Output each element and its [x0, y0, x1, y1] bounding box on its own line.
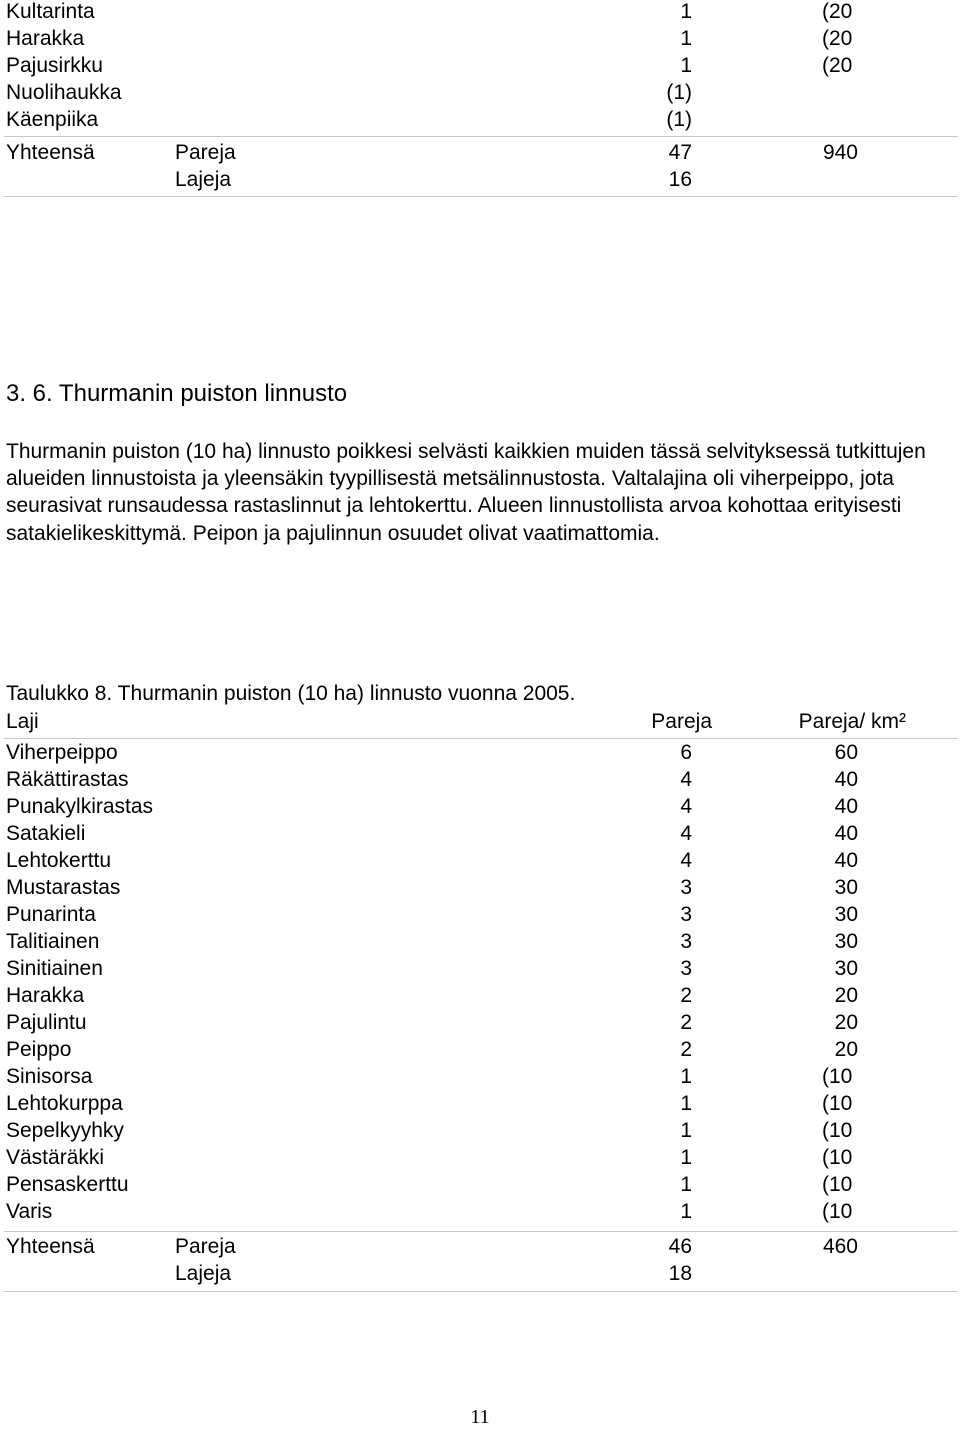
table-caption: Taulukko 8. Thurmanin puiston (10 ha) linnusto vuonna 2005. — [6, 682, 576, 705]
pairs-value: 2 — [680, 1011, 692, 1034]
species-name: Punarinta — [6, 903, 96, 926]
table-divider — [4, 1231, 958, 1232]
species-name: Lehtokurppa — [6, 1092, 123, 1115]
species-name: Käenpiika — [6, 108, 99, 131]
total-pairs: 47 — [668, 141, 692, 164]
density-value: 20 — [834, 984, 858, 1007]
total-density: 940 — [822, 141, 858, 164]
pairs-value: 4 — [680, 849, 692, 872]
total-row — [0, 139, 960, 166]
table-row — [0, 874, 960, 901]
species-name: Viherpeippo — [6, 741, 118, 764]
pairs-value: 1 — [680, 1200, 692, 1223]
density-value: (10 — [822, 1092, 853, 1115]
species-name: Räkättirastas — [6, 768, 129, 791]
species-name: Harakka — [6, 984, 85, 1007]
table-divider — [4, 136, 958, 137]
species-name: Punakylkirastas — [6, 795, 154, 818]
total-label: Yhteensä — [6, 141, 95, 164]
table-row — [0, 52, 960, 79]
pairs-label: Pareja — [175, 141, 236, 164]
density-value: 40 — [834, 849, 858, 872]
table-row — [0, 1144, 960, 1171]
density-value: 40 — [834, 768, 858, 791]
species-name: Talitiainen — [6, 930, 100, 953]
species-name: Peippo — [6, 1038, 72, 1061]
density-value: (20 — [822, 54, 853, 77]
table-row — [0, 1063, 960, 1090]
species-count-row — [0, 166, 960, 193]
pairs-value: 4 — [680, 768, 692, 791]
species-name: Pajusirkku — [6, 54, 103, 77]
table-row — [0, 793, 960, 820]
species-name: Kultarinta — [6, 0, 95, 23]
density-value: (20 — [822, 27, 853, 50]
table-row — [0, 106, 960, 133]
table-row — [0, 1171, 960, 1198]
pairs-value: 1 — [680, 1065, 692, 1088]
density-value: 40 — [834, 795, 858, 818]
table-row — [0, 928, 960, 955]
table-row — [0, 739, 960, 766]
species-name: Västäräkki — [6, 1146, 105, 1169]
column-header-species: Laji — [6, 710, 39, 733]
column-header-pairs: Pareja — [651, 710, 712, 733]
pairs-value: 1 — [680, 1092, 692, 1115]
page-number: 11 — [470, 1406, 490, 1428]
table-row — [0, 955, 960, 982]
table-row — [0, 820, 960, 847]
species-label: Lajeja — [175, 168, 232, 191]
section-paragraph: Thurmanin puiston (10 ha) linnusto poikkesi selvästi kaikkien muiden tässä selvityksessä tutkittujen alueiden linnustoista ja yleensäkin tyypillisestä metsälinnustosta. Valtalajina oli viherpeippo, jota seurasivat runsaudessa rastaslinnut ja lehtokerttu. Alueen linnustollista arvoa kohottaa erityisesti satakielikeskittymä. Peipon ja pajulinnun osuudet olivat vaatimattomia. — [6, 440, 926, 545]
total-pairs: 46 — [668, 1235, 692, 1258]
density-value: 30 — [834, 903, 858, 926]
table-row — [0, 982, 960, 1009]
species-name: Sinitiainen — [6, 957, 103, 980]
pairs-label: Pareja — [175, 1235, 236, 1258]
species-count-row — [0, 1260, 960, 1287]
pairs-value: (1) — [666, 108, 692, 131]
density-value: 30 — [834, 957, 858, 980]
pairs-value: 1 — [680, 27, 692, 50]
table-divider — [4, 196, 958, 197]
density-value: 40 — [834, 822, 858, 845]
pairs-value: 6 — [680, 741, 692, 764]
table-row — [0, 766, 960, 793]
species-name: Sinisorsa — [6, 1065, 93, 1088]
species-name: Mustarastas — [6, 876, 121, 899]
species-count: 18 — [668, 1262, 692, 1285]
table-row — [0, 1198, 960, 1225]
pairs-value: 1 — [680, 54, 692, 77]
pairs-value: 1 — [680, 1173, 692, 1196]
pairs-value: 3 — [680, 930, 692, 953]
species-name: Pensaskerttu — [6, 1173, 129, 1196]
pairs-value: 2 — [680, 984, 692, 1007]
table-row — [0, 79, 960, 106]
species-name: Pajulintu — [6, 1011, 87, 1034]
pairs-value: 4 — [680, 822, 692, 845]
total-label: Yhteensä — [6, 1235, 95, 1258]
species-count: 16 — [668, 168, 692, 191]
pairs-value: 4 — [680, 795, 692, 818]
density-value: 20 — [834, 1011, 858, 1034]
species-name: Satakieli — [6, 822, 86, 845]
density-value: (10 — [822, 1200, 853, 1223]
table-row — [0, 901, 960, 928]
table-row — [0, 0, 960, 25]
table-row — [0, 25, 960, 52]
species-name: Varis — [6, 1200, 53, 1223]
density-value: (10 — [822, 1173, 853, 1196]
density-value: (10 — [822, 1065, 853, 1088]
column-header-density: Pareja/ km² — [798, 710, 906, 733]
table-row — [0, 1117, 960, 1144]
density-value: 30 — [834, 876, 858, 899]
pairs-value: 3 — [680, 876, 692, 899]
pairs-value: 3 — [680, 903, 692, 926]
density-value: 60 — [834, 741, 858, 764]
species-label: Lajeja — [175, 1262, 232, 1285]
pairs-value: (1) — [666, 81, 692, 104]
species-name: Nuolihaukka — [6, 81, 122, 104]
pairs-value: 1 — [680, 1119, 692, 1142]
pairs-value: 3 — [680, 957, 692, 980]
table-row — [0, 847, 960, 874]
table-row — [0, 1090, 960, 1117]
density-value: 30 — [834, 930, 858, 953]
pairs-value: 2 — [680, 1038, 692, 1061]
species-name: Lehtokerttu — [6, 849, 112, 872]
density-value: (10 — [822, 1146, 853, 1169]
species-name: Sepelkyyhky — [6, 1119, 124, 1142]
table-divider — [4, 1291, 958, 1292]
total-row — [0, 1233, 960, 1260]
pairs-value: 1 — [680, 0, 692, 23]
density-value: (20 — [822, 0, 853, 23]
density-value: (10 — [822, 1119, 853, 1142]
species-name: Harakka — [6, 27, 85, 50]
section-heading: 3. 6. Thurmanin puiston linnusto — [6, 380, 348, 407]
table-row — [0, 1009, 960, 1036]
pairs-value: 1 — [680, 1146, 692, 1169]
total-density: 460 — [822, 1235, 858, 1258]
density-value: 20 — [834, 1038, 858, 1061]
table-row — [0, 1036, 960, 1063]
